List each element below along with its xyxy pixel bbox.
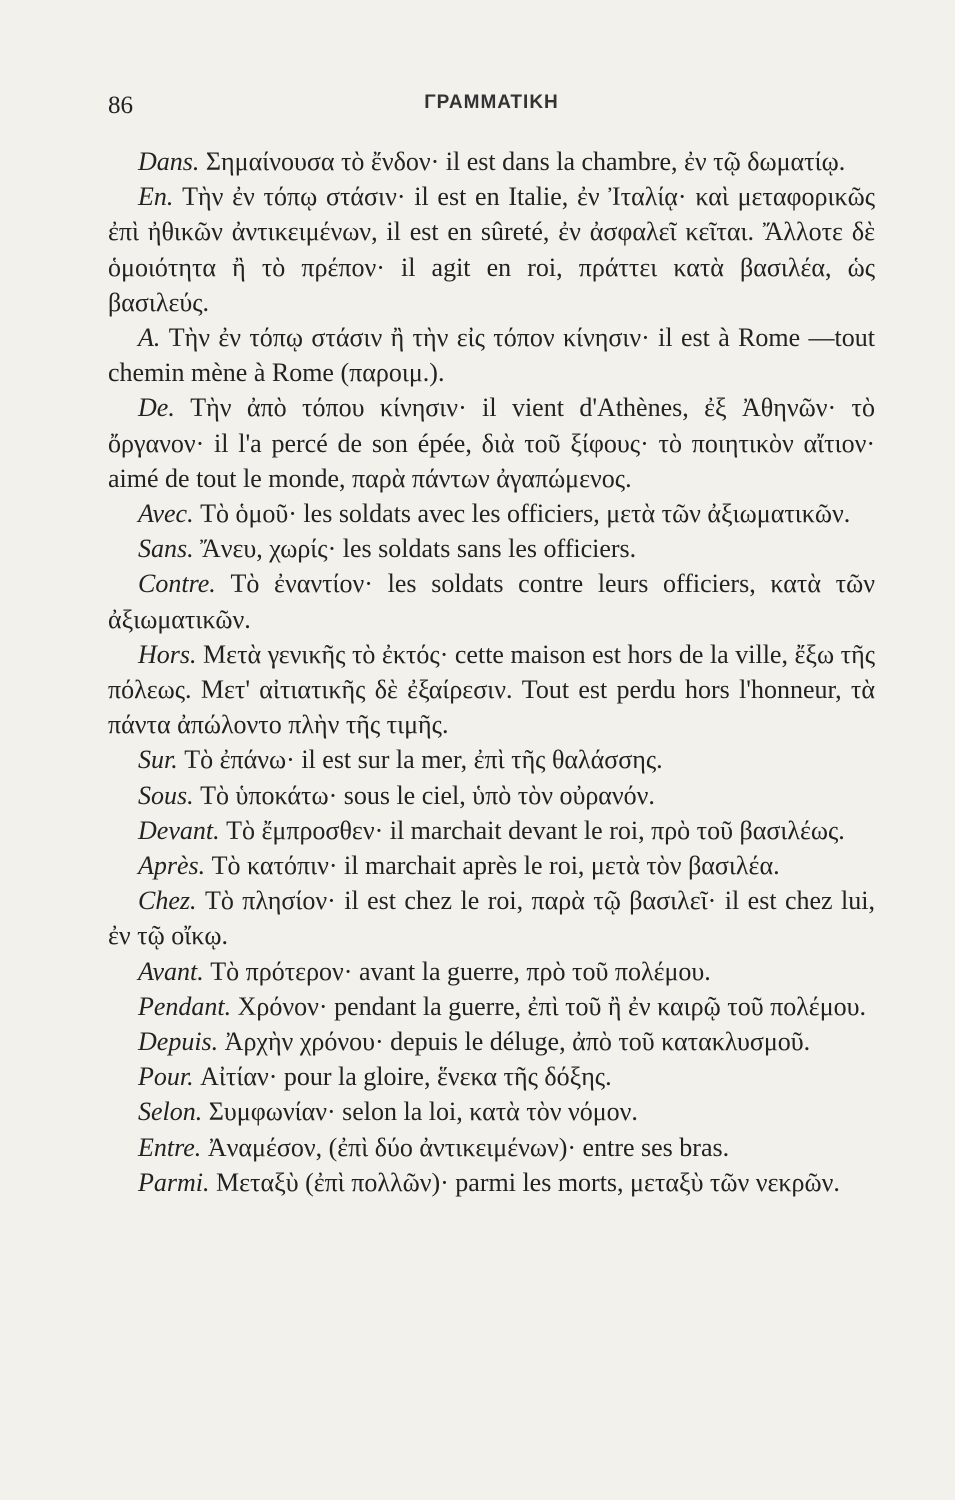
entry-hors bbox=[108, 637, 875, 743]
entry-text: Τὸ πρότερον· avant la guerre, πρὸ τοῦ πολέμου. bbox=[203, 956, 711, 986]
entry-sous bbox=[108, 778, 875, 813]
entry-text: Τὴν ἀπὸ τόπου κίνησιν· il vient d'Athènes, ἐξ Ἀθηνῶν· τὸ ὄργανον· il l'a percé de son épée, διὰ τοῦ ξίφους· τὸ ποιητικὸν αἴτιον· aimé de tout le monde, παρὰ πάντων ἀγαπώμενος. bbox=[108, 393, 875, 493]
page-number: 86 bbox=[108, 92, 133, 119]
entry-text: Αἰτίαν· pour la gloire, ἕνεκα τῆς δόξης. bbox=[193, 1062, 612, 1092]
entry-text: Τὸ κατόπιν· il marchait après le roi, μετὰ τὸν βασιλέα. bbox=[205, 851, 780, 881]
body-text bbox=[108, 144, 875, 1200]
entry-text: Σημαίνουσα τὸ ἔνδον· il est dans la chambre, ἐν τῷ δωματίῳ. bbox=[199, 147, 846, 176]
entry-text: Συμφωνίαν· selon la loi, κατὰ τὸν νόμον. bbox=[202, 1097, 638, 1127]
entry-text: Τὴν ἐν τόπῳ στάσιν· il est en Italie, ἐν Ἰταλίᾳ· καὶ μεταφορικῶς ἐπὶ ἠθικῶν ἀντικειμένων, il est en sûreté, ἐν ἀσφαλεῖ κεῖται. Ἄλλοτε δὲ ὁμοιότητα ἢ τὸ πρέπον· il agit en roi, πράττει κατὰ βασιλέα, ὡς βασιλεύς. bbox=[108, 182, 875, 317]
entry-en bbox=[108, 179, 875, 320]
entry-term: Sous. bbox=[138, 780, 194, 810]
entry-term: Entre. bbox=[138, 1132, 202, 1162]
entry-depuis bbox=[108, 1024, 875, 1059]
entry-text: Τὸ ἐναντίον· les soldats contre leurs officiers, κατὰ τῶν ἀξιωματικῶν. bbox=[108, 569, 875, 634]
entry-pour bbox=[108, 1059, 875, 1094]
entry-term: Hors. bbox=[138, 639, 197, 669]
entry-devant bbox=[108, 813, 875, 848]
entry-text: Τὸ ὑποκάτω· sous le ciel, ὑπὸ τὸν οὐρανόν. bbox=[193, 780, 655, 810]
entry-text: Ἀρχὴν χρόνου· depuis le déluge, ἀπὸ τοῦ κατακλυσμοῦ. bbox=[218, 1027, 811, 1057]
entry-selon bbox=[108, 1094, 875, 1129]
entry-text: Τὸ πλησίον· il est chez le roi, παρὰ τῷ βασιλεῖ· il est chez lui, ἐν τῷ οἴκῳ. bbox=[108, 886, 875, 951]
entry-term: Dans. bbox=[138, 147, 200, 176]
entry-entre bbox=[108, 1130, 875, 1165]
entry-text: Τὸ ὁμοῦ· les soldats avec les officiers, μετὰ τῶν ἀξιωματικῶν. bbox=[193, 499, 851, 529]
entry-text: Ἀναμέσον, (ἐπὶ δύο ἀντικειμένων)· entre ses bras. bbox=[201, 1132, 730, 1162]
entry-a bbox=[108, 320, 875, 390]
entry-term: Devant. bbox=[138, 815, 220, 845]
entry-term: Parmi. bbox=[138, 1167, 210, 1197]
entry-de bbox=[108, 390, 875, 496]
entry-sans bbox=[108, 531, 875, 566]
entry-term: A. bbox=[138, 323, 161, 353]
entry-text: Μεταξὺ (ἐπὶ πολλῶν)· parmi les morts, μεταξὺ τῶν νεκρῶν. bbox=[209, 1167, 840, 1197]
entry-text: Ἄνευ, χωρίς· les soldats sans les officiers. bbox=[193, 534, 637, 564]
entry-term: Chez. bbox=[138, 886, 197, 916]
entry-pendant bbox=[108, 989, 875, 1024]
entry-text: Τὸ ἔμπροσθεν· il marchait devant le roi, πρὸ τοῦ βασιλέως. bbox=[219, 815, 845, 845]
entry-sur bbox=[108, 742, 875, 777]
entry-avec bbox=[108, 496, 875, 531]
entry-term: Contre. bbox=[138, 569, 216, 599]
entry-term: Selon. bbox=[138, 1097, 203, 1127]
entry-term: Après. bbox=[138, 851, 206, 881]
entry-contre bbox=[108, 566, 875, 636]
page-header bbox=[108, 92, 875, 132]
entry-term: Pour. bbox=[138, 1062, 194, 1092]
entry-avant bbox=[108, 954, 875, 989]
entry-term: Depuis. bbox=[138, 1027, 219, 1057]
entry-term: Pendant. bbox=[138, 991, 232, 1021]
entry-term: Sur. bbox=[138, 745, 178, 775]
entry-term: Avec. bbox=[138, 499, 194, 529]
entry-dans bbox=[108, 144, 875, 179]
entry-term: De. bbox=[138, 393, 175, 423]
entry-text: Μετὰ γενικῆς τὸ ἐκτός· cette maison est hors de la ville, ἔξω τῆς πόλεως. Μετ' αἰτιατικῆς δὲ ἐξαίρεσιν. Tout est perdu hors l'honneur, τὰ πάντα ἀπώλοντο πλὴν τῆς τιμῆς. bbox=[108, 639, 875, 740]
entry-text: Χρόνον· pendant la guerre, ἐπὶ τοῦ ἢ ἐν καιρῷ τοῦ πολέμου. bbox=[231, 991, 867, 1021]
running-title: ΓΡΑΜΜΑΤΙΚΗ bbox=[424, 92, 559, 113]
entry-term: En. bbox=[138, 182, 174, 212]
entry-chez bbox=[108, 883, 875, 953]
entry-text: Τὴν ἐν τόπῳ στάσιν ἢ τὴν εἰς τόπον κίνησιν· il est à Rome —tout chemin mène à Rome (παροιμ.). bbox=[108, 323, 875, 388]
entry-text: Τὸ ἐπάνω· il est sur la mer, ἐπὶ τῆς θαλάσσης. bbox=[177, 745, 663, 775]
entry-parmi bbox=[108, 1165, 875, 1200]
entry-apres bbox=[108, 848, 875, 883]
entry-term: Sans. bbox=[138, 534, 194, 564]
entry-term: Avant. bbox=[138, 956, 204, 986]
